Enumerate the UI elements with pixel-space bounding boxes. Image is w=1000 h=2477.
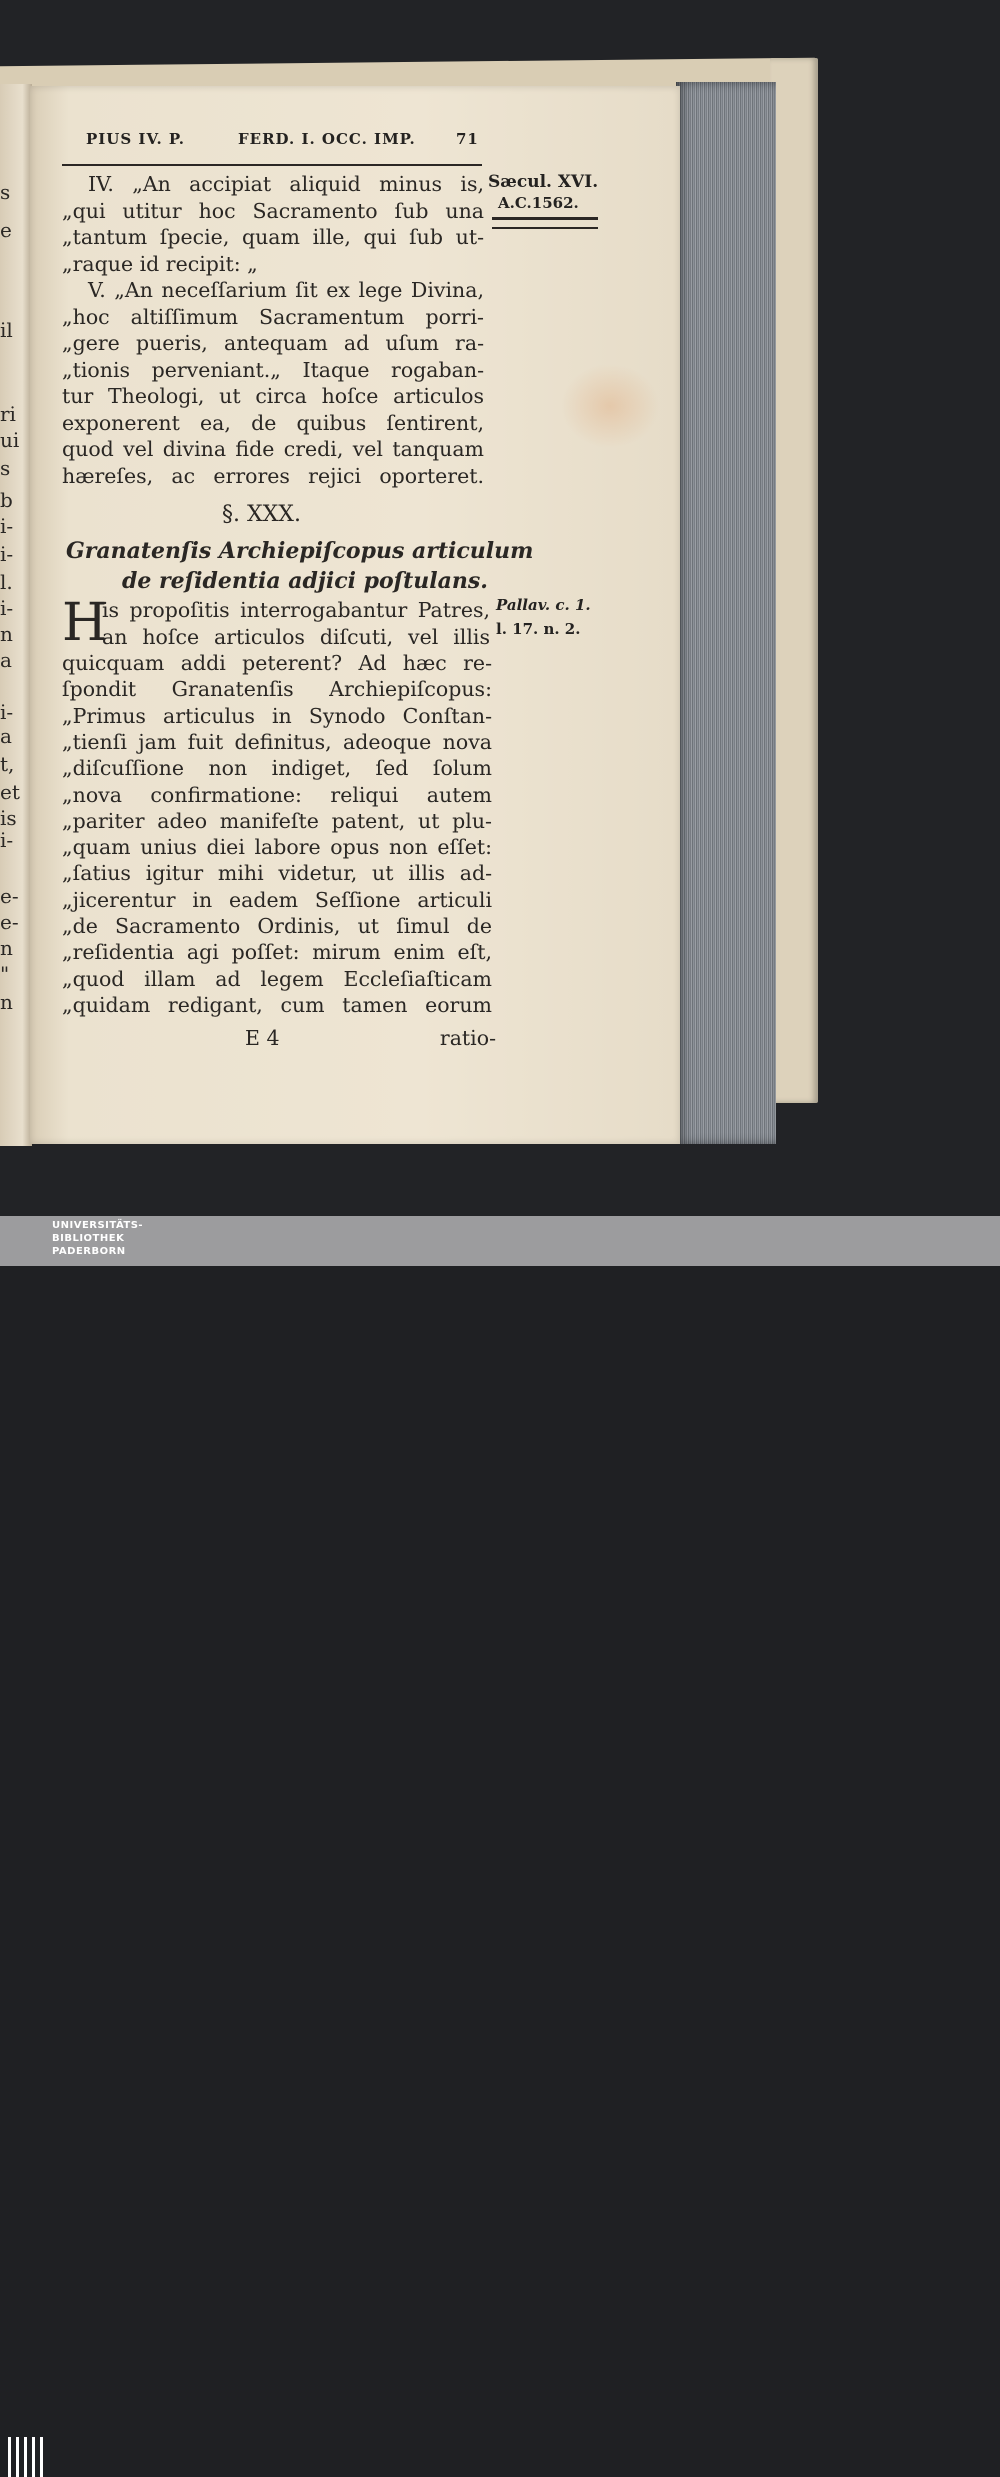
- left-page-fragment: a: [0, 724, 12, 748]
- text-line: „Primus articulus in Synodo Conſtan-: [62, 703, 492, 728]
- footer-line-2: BIBLIOTHEK: [52, 1233, 125, 1244]
- text-line: an hoſce articulos diſcuti, vel illis: [102, 624, 490, 649]
- logo-bar: [40, 2437, 43, 2477]
- book-scan: [0, 0, 1000, 1216]
- left-page-fragment: e-: [0, 884, 19, 908]
- left-page-fragment: ui: [0, 428, 20, 452]
- library-footer: [0, 1216, 1000, 1266]
- page-number: 71: [456, 130, 479, 148]
- text-line: „raque id recipit: „: [62, 251, 258, 276]
- text-line: „qui utitur hoc Sacramento ſub una: [62, 198, 484, 223]
- text-line: hæreſes, ac errores rejici oporteret.: [62, 463, 484, 488]
- left-page-fragment: i-: [0, 514, 14, 538]
- left-page-fragment: l.: [0, 570, 13, 594]
- left-page-fragment: b: [0, 488, 13, 512]
- text-line: „hoc altiſſimum Sacramentum porri-: [62, 304, 484, 329]
- text-line: tur Theologi, ut circa hoſce articulos: [62, 384, 484, 408]
- section-number: §. XXX.: [222, 502, 301, 527]
- side-note-saeculum: Sæcul. XVI.: [488, 172, 599, 192]
- text-line: IV. „An accipiat aliquid minus is,: [88, 172, 484, 196]
- text-line: „de Sacramento Ordinis, ut ſimul de: [62, 914, 492, 938]
- text-line: „reſidentia agi poſſet: mirum enim eſt,: [62, 940, 492, 965]
- left-page-fragment: il: [0, 318, 13, 342]
- text-line: „gere pueris, antequam ad uſum ra-: [62, 331, 484, 355]
- text-line: „pariter adeo manifeſte patent, ut plu-: [62, 808, 492, 833]
- left-page-fragment: i-: [0, 828, 14, 852]
- left-page-fragment: t,: [0, 752, 15, 776]
- text-line: „tantum ſpecie, quam ille, qui ſub ut-: [62, 225, 484, 249]
- running-head-center: FERD. I. OCC. IMP.: [238, 130, 416, 148]
- left-page-fragment: n: [0, 936, 13, 960]
- left-page-fragment: is: [0, 806, 17, 830]
- side-note-rule-1: [492, 217, 598, 220]
- left-page-fragment: e-: [0, 910, 19, 934]
- book-cover-right: [770, 58, 818, 1103]
- logo-bar: [16, 2437, 19, 2477]
- left-page-fragment: s: [0, 180, 11, 204]
- text-line: „quod illam ad legem Eccleſiaſticam: [62, 966, 492, 991]
- page-edges: [676, 82, 776, 1144]
- signature-mark: E 4: [245, 1026, 280, 1050]
- text-line: „tienſi jam fuit definitus, adeoque nova: [62, 729, 492, 754]
- section-heading-line-1: Granatenſis Archiepiſcopus articulum: [66, 538, 534, 564]
- logo-bar: [32, 2437, 35, 2477]
- side-note-pallavicino-2: l. 17. n. 2.: [496, 620, 581, 638]
- left-page-fragment: ri: [0, 402, 16, 426]
- drop-cap: H: [62, 593, 108, 653]
- text-line: „tionis perveniant.„ Itaque rogaban-: [62, 357, 484, 382]
- footer-line-1: UNIVERSITÄTS-: [52, 1220, 144, 1231]
- footer-line-3: PADERBORN: [52, 1246, 126, 1257]
- side-note-pallavicino-1: Pallav. c. 1.: [496, 596, 591, 614]
- left-page-fragment: et: [0, 780, 20, 804]
- left-page-fragment: i-: [0, 700, 14, 724]
- text-line: V. „An neceſſarium ſit ex lege Divina,: [88, 278, 484, 302]
- text-line: „diſcuſſione non indiget, ſed ſolum: [62, 756, 492, 781]
- text-line: „quam unius diei labore opus non eſſet:: [62, 835, 492, 860]
- logo-bar: [8, 2437, 11, 2477]
- left-page-fragment: n: [0, 990, 13, 1014]
- left-page-fragment: n: [0, 622, 13, 646]
- text-line: „quidam redigant, cum tamen eorum: [62, 992, 492, 1017]
- running-head-left: PIUS IV. P.: [86, 130, 185, 148]
- text-line: ſpondit Granatenſis Archiepiſcopus:: [62, 677, 492, 702]
- head-rule: [62, 164, 482, 166]
- text-line: quod vel divina fide credi, vel tanquam: [62, 437, 484, 461]
- text-line: exponerent ea, de quibus ſentirent,: [62, 410, 484, 435]
- logo-bar: [24, 2437, 27, 2477]
- left-page-fragment: ": [0, 962, 10, 986]
- side-note-rule-2: [492, 227, 598, 229]
- left-page-fragment: s: [0, 456, 11, 480]
- text-line: quicquam addi peterent? Ad hæc re-: [62, 651, 492, 675]
- text-line: „nova confirmatione: reliqui autem: [62, 782, 492, 807]
- left-page-fragment: i-: [0, 542, 14, 566]
- text-line: is propoſitis interrogabantur Patres,: [102, 598, 490, 622]
- side-note-anno: A.C.1562.: [498, 194, 579, 212]
- text-line: „jicerentur in eadem Seſſione articuli: [62, 887, 492, 912]
- section-heading-line-2: de reſidentia adjici poſtulans.: [122, 568, 488, 594]
- text-line: „ſatius igitur mihi videtur, ut illis ad-: [62, 861, 492, 886]
- left-page-fragment: e: [0, 218, 12, 242]
- left-page-fragment: i-: [0, 596, 14, 620]
- left-page-fragment: a: [0, 648, 12, 672]
- catchword: ratio-: [439, 1026, 496, 1050]
